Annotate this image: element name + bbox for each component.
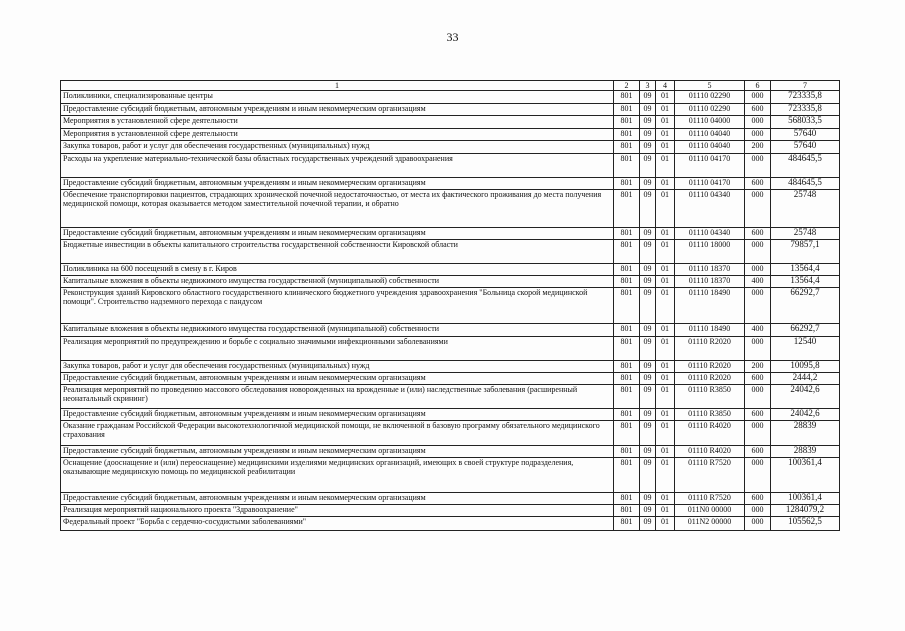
table-row	[61, 421, 840, 446]
row-name-cell: Расходы на укрепление материально-технической базы областных государственных учреждений здравоохранения	[61, 154, 614, 178]
row-code-section-cell: 09	[640, 337, 656, 361]
row-name-cell: Поликлиника на 600 посещений в смену в г. Киров	[61, 264, 614, 276]
row-code-ministry-cell: 801	[614, 446, 640, 458]
row-name-cell: Оснащение (дооснащение и (или) переоснащение) медицинскими изделиями медицинских организаций, имеющих в своей структуре подразделения, оказывающие медицинскую помощь по медицинской реабилитации	[61, 458, 614, 493]
row-code-subsection-cell: 01	[656, 129, 675, 141]
row-code-section-cell: 09	[640, 129, 656, 141]
row-code-section-cell: 09	[640, 505, 656, 517]
row-code-subsection-cell: 01	[656, 104, 675, 116]
row-code-expense-type-cell: 000	[745, 264, 771, 276]
row-code-target-cell: 01110 04040	[675, 129, 745, 141]
row-amount-cell: 2444,2	[771, 373, 840, 385]
row-code-ministry-cell: 801	[614, 324, 640, 337]
row-code-ministry-cell: 801	[614, 421, 640, 446]
row-code-target-cell: 01110 02290	[675, 91, 745, 104]
row-code-target-cell: 01110 R2020	[675, 337, 745, 361]
row-name-cell: Федеральный проект "Борьба с сердечно-сосудистыми заболеваниями"	[61, 517, 614, 531]
table-row	[61, 240, 840, 264]
row-code-section-cell: 09	[640, 288, 656, 324]
row-code-section-cell: 09	[640, 458, 656, 493]
row-code-target-cell: 01110 R7520	[675, 493, 745, 505]
row-code-expense-type-cell: 000	[745, 421, 771, 446]
row-code-subsection-cell: 01	[656, 337, 675, 361]
row-code-expense-type-cell: 000	[745, 129, 771, 141]
table-row	[61, 104, 840, 116]
table-row	[61, 458, 840, 493]
row-code-subsection-cell: 01	[656, 324, 675, 337]
row-name-cell: Предоставление субсидий бюджетным, автономным учреждениям и иным некоммерческим организациям	[61, 178, 614, 190]
col-header-3: 3	[640, 81, 656, 91]
row-code-expense-type-cell: 000	[745, 190, 771, 228]
row-code-target-cell: 01110 R3850	[675, 385, 745, 409]
row-name-cell: Реализация мероприятий по проведению массового обследования новорожденных на врожденные и (или) наследственные заболевания (расширенный неонатальный скрининг)	[61, 385, 614, 409]
row-code-target-cell: 01110 18370	[675, 276, 745, 288]
row-code-expense-type-cell: 600	[745, 493, 771, 505]
row-name-cell: Реализация мероприятий национального проекта "Здравоохранение"	[61, 505, 614, 517]
row-name-cell: Мероприятия в установленной сфере деятельности	[61, 129, 614, 141]
col-header-4: 4	[656, 81, 675, 91]
row-code-subsection-cell: 01	[656, 409, 675, 421]
row-amount-cell: 484645,5	[771, 178, 840, 190]
row-code-target-cell: 01110 R4020	[675, 421, 745, 446]
row-code-expense-type-cell: 000	[745, 505, 771, 517]
row-amount-cell: 66292,7	[771, 288, 840, 324]
row-amount-cell: 100361,4	[771, 493, 840, 505]
table-row	[61, 154, 840, 178]
row-amount-cell: 12540	[771, 337, 840, 361]
row-code-section-cell: 09	[640, 409, 656, 421]
row-code-section-cell: 09	[640, 385, 656, 409]
table-row	[61, 517, 840, 531]
row-name-cell: Предоставление субсидий бюджетным, автономным учреждениям и иным некоммерческим организациям	[61, 446, 614, 458]
row-code-subsection-cell: 01	[656, 228, 675, 240]
row-code-section-cell: 09	[640, 421, 656, 446]
row-name-cell: Реконструкция зданий Кировского областного государственного клинического бюджетного учреждения здравоохранения "Больница скорой медицинской помощи". Строительство надземного перехода с пандусом	[61, 288, 614, 324]
col-header-5: 5	[675, 81, 745, 91]
row-amount-cell: 10095,8	[771, 361, 840, 373]
row-code-section-cell: 09	[640, 240, 656, 264]
table-row	[61, 264, 840, 276]
row-code-ministry-cell: 801	[614, 154, 640, 178]
table-row	[61, 373, 840, 385]
row-code-expense-type-cell: 400	[745, 324, 771, 337]
row-code-expense-type-cell: 600	[745, 373, 771, 385]
table-row	[61, 505, 840, 517]
page-number: 33	[446, 30, 459, 44]
row-amount-cell: 28839	[771, 446, 840, 458]
row-code-subsection-cell: 01	[656, 264, 675, 276]
row-code-expense-type-cell: 600	[745, 409, 771, 421]
row-code-ministry-cell: 801	[614, 276, 640, 288]
row-code-target-cell: 01110 R2020	[675, 373, 745, 385]
row-name-cell: Обеспечение транспортировки пациентов, страдающих хронической почечной недостаточностью, от места их фактического проживания до места получения медицинской помощи, которая оказывается методом заместительной почечной терапии, и обратно	[61, 190, 614, 228]
row-code-subsection-cell: 01	[656, 178, 675, 190]
row-code-subsection-cell: 01	[656, 240, 675, 264]
row-code-ministry-cell: 801	[614, 129, 640, 141]
row-code-subsection-cell: 01	[656, 505, 675, 517]
row-code-section-cell: 09	[640, 116, 656, 129]
row-amount-cell: 100361,4	[771, 458, 840, 493]
table-row	[61, 409, 840, 421]
row-amount-cell: 25748	[771, 228, 840, 240]
row-code-subsection-cell: 01	[656, 141, 675, 154]
row-name-cell: Поликлиники, специализированные центры	[61, 91, 614, 104]
row-code-expense-type-cell: 600	[745, 104, 771, 116]
table-row	[61, 129, 840, 141]
row-code-ministry-cell: 801	[614, 116, 640, 129]
row-code-section-cell: 09	[640, 361, 656, 373]
row-code-subsection-cell: 01	[656, 154, 675, 178]
row-code-subsection-cell: 01	[656, 421, 675, 446]
row-code-ministry-cell: 801	[614, 264, 640, 276]
table-row	[61, 493, 840, 505]
row-code-target-cell: 01110 04170	[675, 154, 745, 178]
row-name-cell: Предоставление субсидий бюджетным, автономным учреждениям и иным некоммерческим организациям	[61, 373, 614, 385]
col-header-1: 1	[61, 81, 614, 91]
row-code-expense-type-cell: 000	[745, 385, 771, 409]
row-code-ministry-cell: 801	[614, 493, 640, 505]
table-header-row	[61, 81, 840, 91]
row-code-expense-type-cell: 600	[745, 446, 771, 458]
row-code-subsection-cell: 01	[656, 116, 675, 129]
row-amount-cell: 28839	[771, 421, 840, 446]
row-amount-cell: 57640	[771, 141, 840, 154]
row-amount-cell: 24042,6	[771, 385, 840, 409]
row-code-section-cell: 09	[640, 446, 656, 458]
row-code-ministry-cell: 801	[614, 373, 640, 385]
row-amount-cell: 1284079,2	[771, 505, 840, 517]
row-code-target-cell: 01110 04340	[675, 190, 745, 228]
row-code-target-cell: 01110 04040	[675, 141, 745, 154]
row-code-ministry-cell: 801	[614, 458, 640, 493]
row-name-cell: Предоставление субсидий бюджетным, автономным учреждениям и иным некоммерческим организациям	[61, 104, 614, 116]
row-code-expense-type-cell: 000	[745, 288, 771, 324]
row-code-section-cell: 09	[640, 517, 656, 531]
row-code-ministry-cell: 801	[614, 288, 640, 324]
row-name-cell: Реализация мероприятий по предупреждению и борьбе с социально значимыми инфекционными заболеваниями	[61, 337, 614, 361]
row-code-target-cell: 01110 18490	[675, 324, 745, 337]
col-header-7: 7	[771, 81, 840, 91]
row-amount-cell: 25748	[771, 190, 840, 228]
row-code-expense-type-cell: 000	[745, 337, 771, 361]
row-name-cell: Бюджетные инвестиции в объекты капитального строительства государственной собственности Кировской области	[61, 240, 614, 264]
row-code-target-cell: 011N2 00000	[675, 517, 745, 531]
row-amount-cell: 13564,4	[771, 264, 840, 276]
row-code-target-cell: 01110 04340	[675, 228, 745, 240]
table-row	[61, 276, 840, 288]
row-code-target-cell: 01110 18490	[675, 288, 745, 324]
table-row	[61, 288, 840, 324]
table-row	[61, 141, 840, 154]
row-code-section-cell: 09	[640, 91, 656, 104]
row-code-expense-type-cell: 000	[745, 458, 771, 493]
row-code-ministry-cell: 801	[614, 517, 640, 531]
row-code-section-cell: 09	[640, 154, 656, 178]
row-code-ministry-cell: 801	[614, 240, 640, 264]
row-code-ministry-cell: 801	[614, 228, 640, 240]
row-code-section-cell: 09	[640, 141, 656, 154]
row-code-ministry-cell: 801	[614, 178, 640, 190]
col-header-2: 2	[614, 81, 640, 91]
row-amount-cell: 723335,8	[771, 104, 840, 116]
table-row	[61, 91, 840, 104]
row-amount-cell: 79857,1	[771, 240, 840, 264]
row-code-section-cell: 09	[640, 324, 656, 337]
row-code-subsection-cell: 01	[656, 361, 675, 373]
table-row	[61, 116, 840, 129]
row-code-ministry-cell: 801	[614, 190, 640, 228]
row-code-ministry-cell: 801	[614, 91, 640, 104]
table-row	[61, 446, 840, 458]
row-amount-cell: 105562,5	[771, 517, 840, 531]
row-code-expense-type-cell: 000	[745, 240, 771, 264]
table-row	[61, 178, 840, 190]
row-code-subsection-cell: 01	[656, 373, 675, 385]
row-code-ministry-cell: 801	[614, 337, 640, 361]
row-name-cell: Предоставление субсидий бюджетным, автономным учреждениям и иным некоммерческим организациям	[61, 228, 614, 240]
row-code-expense-type-cell: 200	[745, 141, 771, 154]
row-name-cell: Мероприятия в установленной сфере деятельности	[61, 116, 614, 129]
row-name-cell: Капитальные вложения в объекты недвижимого имущества государственной (муниципальной) собственности	[61, 324, 614, 337]
row-code-ministry-cell: 801	[614, 385, 640, 409]
row-code-subsection-cell: 01	[656, 493, 675, 505]
table-row	[61, 337, 840, 361]
row-code-section-cell: 09	[640, 228, 656, 240]
table-row	[61, 190, 840, 228]
row-code-section-cell: 09	[640, 276, 656, 288]
row-name-cell: Закупка товаров, работ и услуг для обеспечения государственных (муниципальных) нужд	[61, 141, 614, 154]
row-amount-cell: 484645,5	[771, 154, 840, 178]
row-code-target-cell: 01110 R3850	[675, 409, 745, 421]
row-code-target-cell: 01110 02290	[675, 104, 745, 116]
row-code-target-cell: 01110 04000	[675, 116, 745, 129]
row-code-section-cell: 09	[640, 373, 656, 385]
row-code-target-cell: 01110 18000	[675, 240, 745, 264]
row-name-cell: Предоставление субсидий бюджетным, автономным учреждениям и иным некоммерческим организациям	[61, 409, 614, 421]
row-code-target-cell: 01110 R7520	[675, 458, 745, 493]
col-header-6: 6	[745, 81, 771, 91]
row-code-ministry-cell: 801	[614, 141, 640, 154]
row-code-ministry-cell: 801	[614, 104, 640, 116]
row-name-cell: Закупка товаров, работ и услуг для обеспечения государственных (муниципальных) нужд	[61, 361, 614, 373]
row-code-target-cell: 011N0 00000	[675, 505, 745, 517]
row-amount-cell: 723335,8	[771, 91, 840, 104]
row-code-ministry-cell: 801	[614, 505, 640, 517]
row-code-target-cell: 01110 R2020	[675, 361, 745, 373]
row-amount-cell: 57640	[771, 129, 840, 141]
row-code-subsection-cell: 01	[656, 446, 675, 458]
row-code-section-cell: 09	[640, 178, 656, 190]
row-code-section-cell: 09	[640, 493, 656, 505]
row-code-section-cell: 09	[640, 264, 656, 276]
row-code-expense-type-cell: 600	[745, 228, 771, 240]
row-name-cell: Оказание гражданам Российской Федерации высокотехнологичной медицинской помощи, не включенной в базовую программу обязательного медицинского страхования	[61, 421, 614, 446]
row-code-subsection-cell: 01	[656, 190, 675, 228]
row-code-target-cell: 01110 R4020	[675, 446, 745, 458]
row-code-expense-type-cell: 000	[745, 517, 771, 531]
table-row	[61, 385, 840, 409]
row-code-subsection-cell: 01	[656, 91, 675, 104]
row-code-expense-type-cell: 400	[745, 276, 771, 288]
row-code-subsection-cell: 01	[656, 276, 675, 288]
row-amount-cell: 13564,4	[771, 276, 840, 288]
row-code-ministry-cell: 801	[614, 361, 640, 373]
row-name-cell: Капитальные вложения в объекты недвижимого имущества государственной (муниципальной) собственности	[61, 276, 614, 288]
row-code-subsection-cell: 01	[656, 517, 675, 531]
row-code-subsection-cell: 01	[656, 288, 675, 324]
row-code-ministry-cell: 801	[614, 409, 640, 421]
row-code-target-cell: 01110 04170	[675, 178, 745, 190]
row-code-target-cell: 01110 18370	[675, 264, 745, 276]
row-code-expense-type-cell: 600	[745, 178, 771, 190]
row-code-expense-type-cell: 000	[745, 154, 771, 178]
row-name-cell: Предоставление субсидий бюджетным, автономным учреждениям и иным некоммерческим организациям	[61, 493, 614, 505]
row-code-section-cell: 09	[640, 190, 656, 228]
table-row	[61, 228, 840, 240]
row-code-expense-type-cell: 000	[745, 91, 771, 104]
row-code-section-cell: 09	[640, 104, 656, 116]
row-amount-cell: 568033,5	[771, 116, 840, 129]
table-row	[61, 361, 840, 373]
budget-table	[60, 80, 840, 531]
row-amount-cell: 24042,6	[771, 409, 840, 421]
row-code-expense-type-cell: 200	[745, 361, 771, 373]
row-code-subsection-cell: 01	[656, 385, 675, 409]
row-code-expense-type-cell: 000	[745, 116, 771, 129]
row-amount-cell: 66292,7	[771, 324, 840, 337]
table-row	[61, 324, 840, 337]
row-code-subsection-cell: 01	[656, 458, 675, 493]
